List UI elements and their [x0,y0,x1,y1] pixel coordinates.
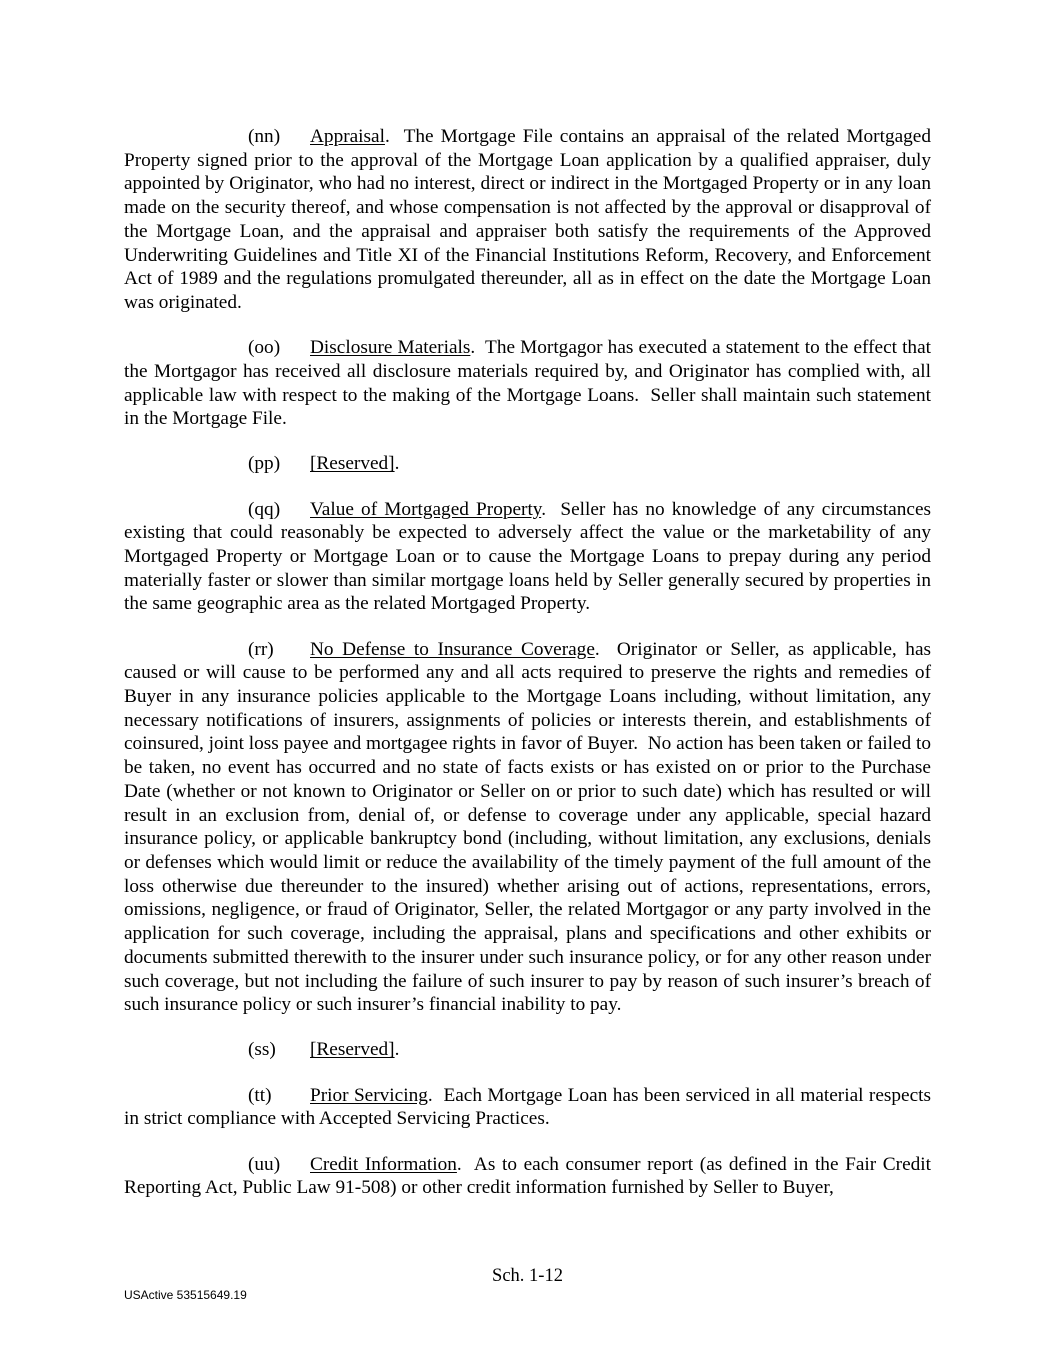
paragraph-label: (uu) [248,1153,281,1175]
heading-punctuation: . [427,1084,433,1106]
document-id: USActive 53515649.19 [124,1288,247,1302]
page-number: Sch. 1-12 [492,1266,563,1286]
heading-punctuation: . [384,126,390,147]
paragraph-rr [124,638,936,1017]
paragraph-text: The Mortgage File contains an appraisal of the related Mortgaged Property signed prior to the approval of the Mortgage Loan application by a qualified appraiser, duly appointed by Originator, who had no interest, direct or indirect in the Mortgaged Property or in any loan made on the security thereof, and whose compensation is not affected by the approval or disapproval of the Mortgage Loan, and the appraisal and appraiser both satisfy the requirements of the Approved Underwriting Guidelines and Title XI of the Financial Institutions Reform, Recovery, and Enforcement Act of 1989 and the regulations promulgated thereunder, all as in effect on the date the Mortgage Loan was originated. [124,126,936,313]
paragraph-ss [124,1038,931,1062]
paragraph-label: (pp) [248,453,281,475]
paragraph-heading: Appraisal [310,126,385,147]
paragraph-heading: Value of Mortgaged Property [310,498,542,520]
paragraph-label: (nn) [248,126,281,147]
paragraph-heading: Credit Information [310,1153,457,1175]
paragraph-uu [124,1153,936,1200]
paragraph-text: Originator or Seller, as applicable, has caused or will cause to be performed any and all acts required to preserve the rights and remedies of Buyer in any insurance policies applicable to the Mortgage Loans including, without limitation, any necessary notifications of insurers, assignments of policies or interests therein, and establishments of coinsured, joint loss payee and mortgagee rights in favor of Buyer. No action has been taken or failed to be taken, no event has occurred and no state of facts exists or has existed on or prior to the Purchase Date (whether or not known to Originator or Seller on or prior to such date) which has resulted or will result in an exclusion from, denial of, or defense to coverage under any applicable, special hazard insurance policy, or applicable bankruptcy bond (including, without limitation, any exclusions, denials or defenses which would limit or reduce the availability of the timely payment of the full amount of the loss otherwise due thereunder to the insured) whether arising out of actions, representations, errors, omissions, negligence, or fraud of Originator, Seller, the related Mortgagor or any party involved in the application for such coverage, including the appraisal, plans and specifications and other exhibits or documents submitted therewith to the insurer under such insurance policy, or for any other reason under such coverage, but not including the failure of such insurer to pay by reason of such insurer’s breach of such insurance policy or such insurer’s financial inability to pay. [124,638,936,1016]
paragraph-label: (tt) [248,1084,272,1106]
paragraph-label: (ss) [248,1039,276,1061]
heading-punctuation: . [394,453,400,475]
paragraph-label: (rr) [248,638,274,660]
heading-punctuation: . [456,1153,462,1175]
heading-punctuation: . [470,337,476,359]
paragraph-heading: No Defense to Insurance Coverage [310,638,595,660]
paragraph-label: (qq) [248,498,281,520]
paragraph-text: The Mortgagor has executed a statement to the effect that the Mortgagor has received all disclosure materials required by, and Originator has complied with, all applicable law with respect to the making of the Mortgage Loans. Seller shall maintain such statement in the Mortgage File. [124,337,936,430]
heading-punctuation: . [541,498,547,520]
paragraph-heading: Prior Servicing [310,1084,428,1106]
paragraph-qq [124,498,936,617]
paragraph-text: Each Mortgage Loan has been serviced in all material respects in strict compliance with Accepted Servicing Practices. [124,1084,936,1130]
paragraph-oo [124,336,936,431]
document-body [124,125,936,1221]
paragraph-text: As to each consumer report (as defined in the Fair Credit Reporting Act, Public Law 91-508) or other credit information furnished by Seller to Buyer, [124,1153,936,1199]
paragraph-text: Seller has no knowledge of any circumstances existing that could reasonably be expected to adversely affect the value or the marketability of any Mortgaged Property or Mortgage Loan or to cause the Mortgage Loans to prepay during any period materially faster or slower than similar mortgage loans held by Seller generally secured by properties in the same geographic area as the related Mortgaged Property. [124,498,936,615]
paragraph-heading: [Reserved] [310,1039,395,1061]
paragraph-heading: Disclosure Materials [310,337,471,359]
heading-punctuation: . [594,638,600,660]
paragraph-heading: [Reserved] [310,453,395,475]
paragraph-pp [124,452,931,476]
heading-punctuation: . [394,1039,400,1061]
paragraph-nn [124,125,936,315]
paragraph-label: (oo) [248,337,281,359]
paragraph-tt [124,1084,936,1131]
